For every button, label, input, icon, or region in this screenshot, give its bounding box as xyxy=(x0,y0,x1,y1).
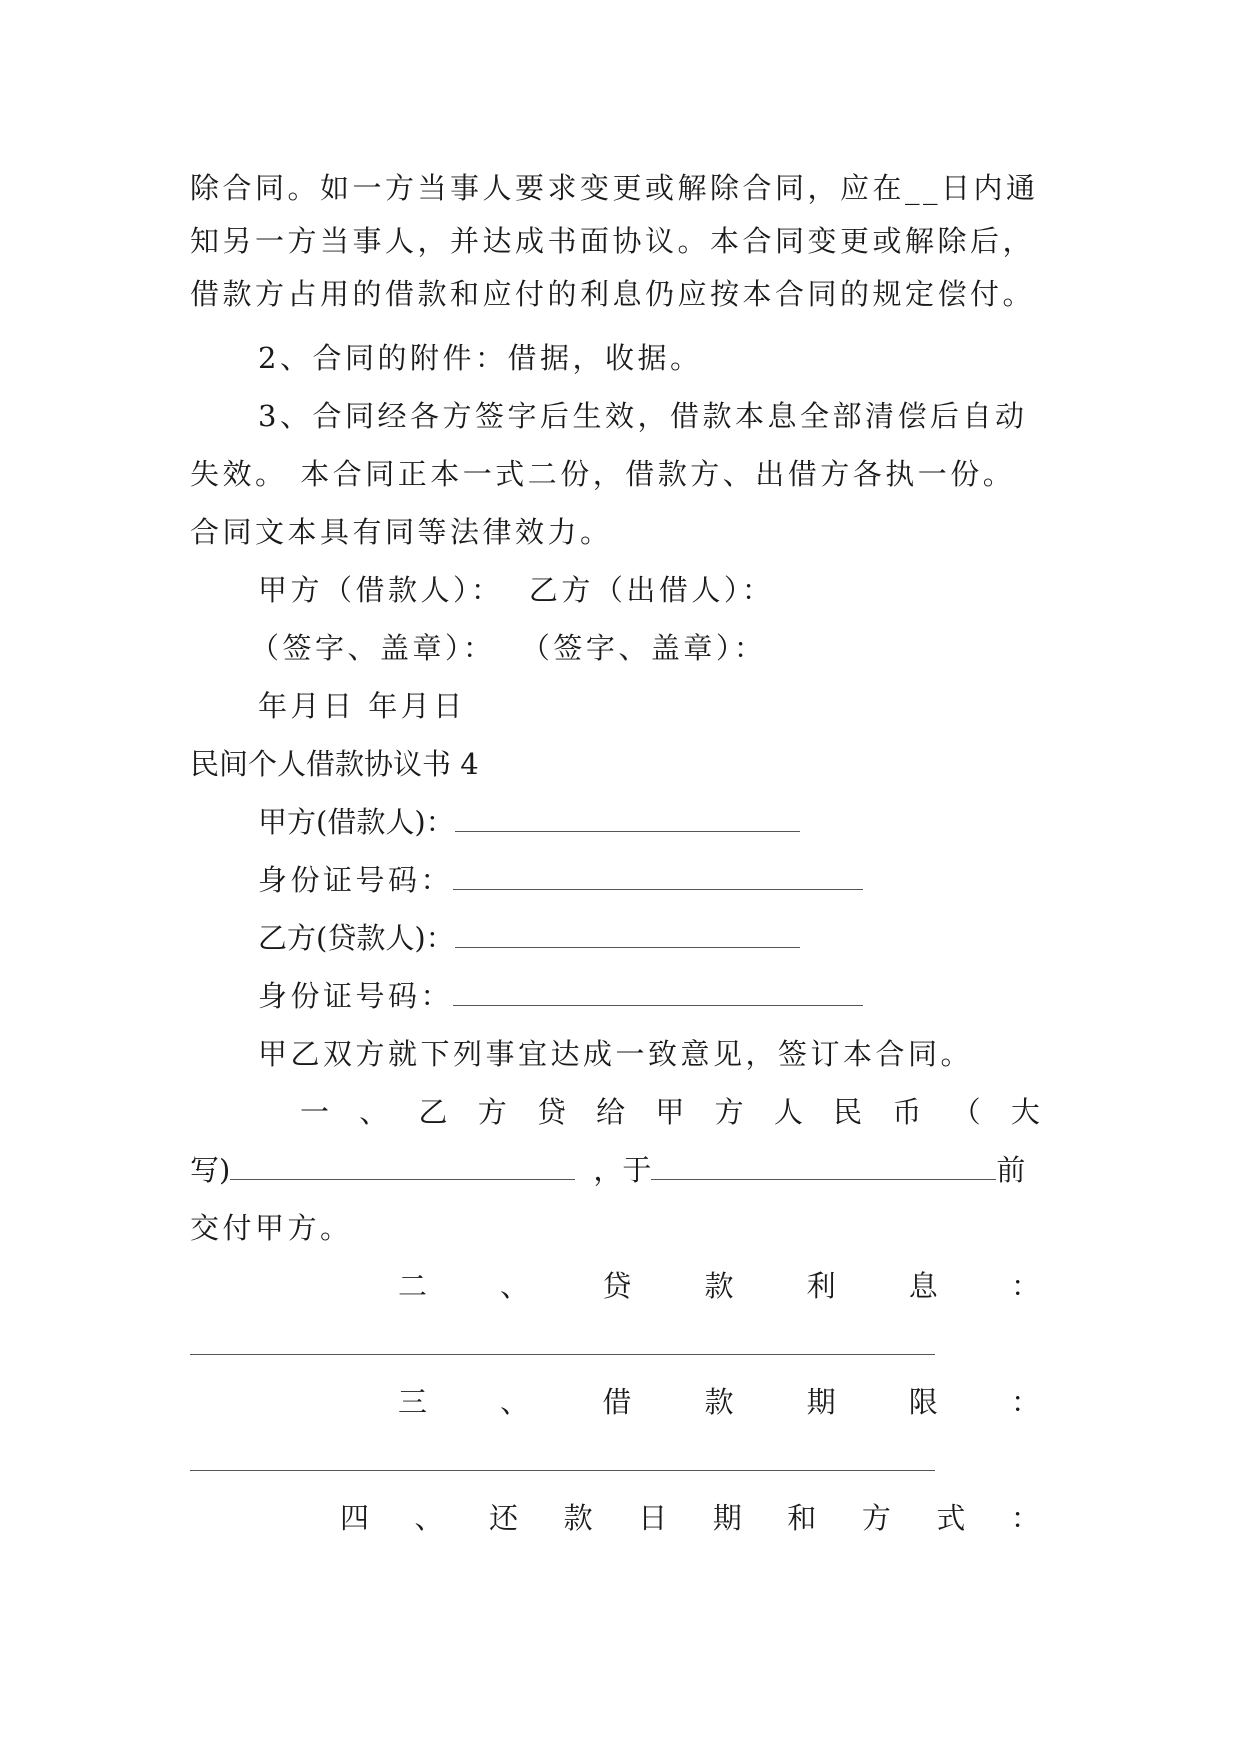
heading-char: 方 xyxy=(714,1095,744,1129)
clause-3-blank xyxy=(190,1470,935,1471)
clause-1-line3: 交付甲方。 xyxy=(190,1211,353,1245)
clause-3-heading xyxy=(398,1382,1040,1422)
heading-char: 贷 xyxy=(602,1269,632,1303)
heading-char: 四 xyxy=(340,1501,370,1535)
heading-char: 人 xyxy=(773,1095,803,1129)
heading-char: 方 xyxy=(861,1501,891,1535)
heading-char: 限 xyxy=(908,1385,938,1419)
heading-char: 民 xyxy=(833,1095,863,1129)
heading-char: 甲 xyxy=(655,1095,685,1129)
clause-2-heading xyxy=(398,1266,1040,1306)
clause-1-mid: ，于 xyxy=(593,1153,652,1187)
paragraph-line: 失效。 本合同正本一式二份，借款方、出借方各执一份。 xyxy=(190,457,1016,491)
heading-char: 方 xyxy=(477,1095,507,1129)
heading-char: 给 xyxy=(596,1095,626,1129)
heading-char: 式 xyxy=(936,1501,966,1535)
heading-char: 和 xyxy=(787,1501,817,1535)
heading-char: 乙 xyxy=(418,1095,448,1129)
party-a-id-field xyxy=(258,860,1050,900)
field-label: 甲方(借款人)： xyxy=(258,805,455,839)
fill-blank xyxy=(453,863,863,890)
clause-2-blank xyxy=(190,1354,935,1355)
party-a-field xyxy=(258,802,1050,842)
heading-char: 币 xyxy=(892,1095,922,1129)
heading-char: 一 xyxy=(300,1095,330,1129)
party-b-id-field xyxy=(258,976,1050,1016)
section-title: 民间个人借款协议书 4 xyxy=(190,747,479,781)
attachment-clause: 2、合同的附件：借据，收据。 xyxy=(258,341,703,375)
heading-char: 款 xyxy=(704,1385,734,1419)
fill-blank xyxy=(455,805,800,832)
heading-char: 、 xyxy=(359,1095,389,1129)
heading-char: 息 xyxy=(908,1269,938,1303)
heading-char: 款 xyxy=(704,1269,734,1303)
fill-blank xyxy=(453,979,863,1006)
field-label: 乙方(贷款人)： xyxy=(258,921,455,955)
heading-char: ： xyxy=(1010,1269,1040,1303)
heading-char: 款 xyxy=(563,1501,593,1535)
paragraph-line: 合同文本具有同等法律效力。 xyxy=(190,515,613,549)
paragraph-line: 3、合同经各方签字后生效，借款本息全部清偿后自动 xyxy=(258,399,1028,433)
heading-char: 借 xyxy=(602,1385,632,1419)
heading-char: 期 xyxy=(712,1501,742,1535)
fill-blank xyxy=(651,1153,996,1180)
clause-1-amount-line xyxy=(190,1150,1050,1190)
signature-date: 年月日 年月日 xyxy=(258,689,466,723)
heading-char: 大 xyxy=(1010,1095,1040,1129)
fill-blank xyxy=(455,921,800,948)
clause-4-heading xyxy=(340,1498,1040,1538)
heading-char: （ xyxy=(951,1095,981,1129)
heading-char: 三 xyxy=(398,1385,428,1419)
clause-1-prefix: 写) xyxy=(190,1153,231,1187)
paragraph-line: 除合同。如一方当事人要求变更或解除合同，应在__日内通 xyxy=(190,171,1039,205)
heading-char: 、 xyxy=(500,1385,530,1419)
party-b-field xyxy=(258,918,1050,958)
signature-parties: 甲方（借款人）： 乙方（出借人）： xyxy=(258,573,775,607)
agreement-intro: 甲乙双方就下列事宜达成一致意见，签订本合同。 xyxy=(258,1037,974,1071)
heading-char: 还 xyxy=(489,1501,519,1535)
heading-char: 、 xyxy=(414,1501,444,1535)
paragraph-line: 知另一方当事人，并达成书面协议。本合同变更或解除后， xyxy=(190,224,1036,258)
heading-char: 二 xyxy=(398,1269,428,1303)
heading-char: 、 xyxy=(500,1269,530,1303)
field-label: 身份证号码： xyxy=(258,979,454,1013)
clause-1-heading xyxy=(300,1092,1040,1132)
heading-char: 日 xyxy=(638,1501,668,1535)
heading-char: 利 xyxy=(806,1269,836,1303)
clause-1-suffix: 前 xyxy=(996,1153,1026,1187)
paragraph-line: 借款方占用的借款和应付的利息仍应按本合同的规定偿付。 xyxy=(190,277,1036,311)
heading-char: ： xyxy=(1010,1501,1040,1535)
fill-blank xyxy=(230,1153,575,1180)
heading-char: ： xyxy=(1010,1385,1040,1419)
signature-seal: （签字、盖章）： （签字、盖章）： xyxy=(250,631,767,665)
heading-char: 期 xyxy=(806,1385,836,1419)
heading-char: 贷 xyxy=(536,1095,566,1129)
field-label: 身份证号码： xyxy=(258,863,454,897)
